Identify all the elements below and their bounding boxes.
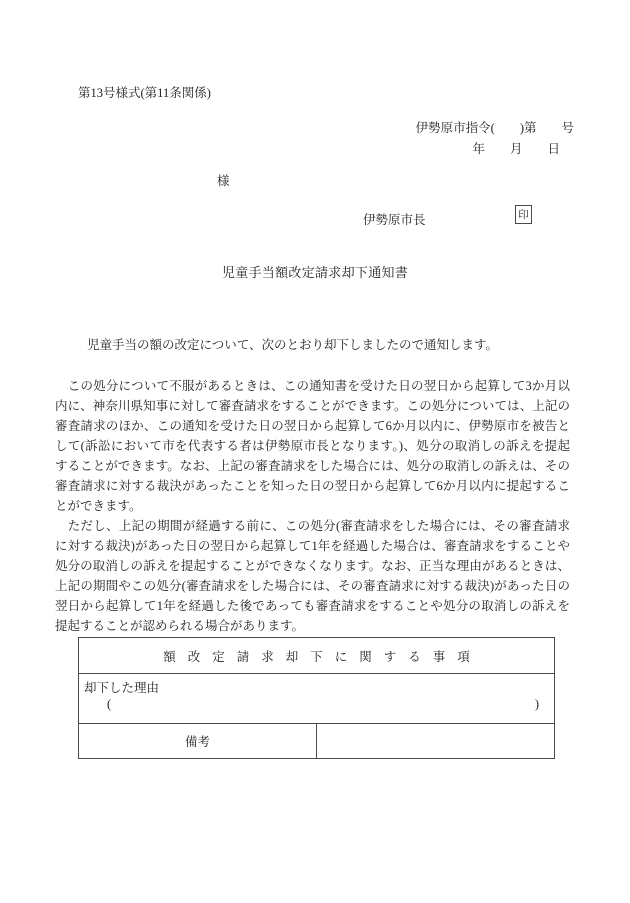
remarks-label-cell: 備考 (79, 724, 317, 759)
table-header-row (79, 638, 555, 674)
body-line: この処分について不服があるときは、この通知書を受けた日の翌日から起算して3か月以 (55, 379, 570, 393)
body-text (55, 376, 570, 636)
form-number: 第13号様式(第11条関係) (78, 86, 211, 100)
body-line: 処分の取消しの訴えを提起することができなくなります。なお、正当な理由があるときは、 (55, 559, 570, 573)
body-line: に対する裁決)があった日の翌日から起算して1年を経過した場合は、審査請求をすることや (55, 539, 570, 553)
seal-mark (515, 205, 532, 224)
body-line: して(訴訟において市を代表する者は伊勢原市長となります。)、処分の取消しの訴えを提起 (55, 439, 570, 453)
body-line: 審査請求のほか、この通知を受けた日の翌日から起算して6か月以内に、伊勢原市を被告と (55, 419, 570, 433)
body-line: 審査請求に対する裁決があったことを知った日の翌日から起算して6か月以内に提起するこ (55, 479, 570, 493)
table-header-cell: 額改定請求却下に関する事項 (79, 638, 555, 674)
directive-number-line: 伊勢原市指令( )第 号 (415, 121, 574, 135)
remarks-row (79, 724, 555, 759)
intro-sentence: 児童手当の額の改定について、次のとおり却下しましたので通知します。 (87, 338, 499, 352)
addressee-suffix: 様 (217, 174, 230, 188)
issuer-name: 伊勢原市長 (363, 213, 426, 227)
body-line: 翌日から起算して1年を経過した後であっても審査請求をすることや処分の取消しの訴えを (55, 599, 570, 613)
rejection-reason-label: 却下した理由 (84, 681, 160, 695)
body-line: 提起することが認められる場合があります。 (55, 619, 305, 633)
rejection-reason-blank (79, 696, 554, 712)
close-paren: ) (534, 697, 539, 711)
body-line: 内に、神奈川県知事に対して審査請求をすることができます。この処分については、上記の (55, 399, 570, 413)
body-line: することができます。なお、上記の審査請求をした場合には、処分の取消しの訴えは、その (55, 459, 570, 473)
rejection-matters-table (78, 637, 555, 759)
body-line: 上記の期間やこの処分(審査請求をした場合には、その審査請求に対する裁決)があった日の (55, 579, 570, 593)
document-title: 児童手当額改定請求却下通知書 (221, 265, 409, 280)
rejection-reason-cell (79, 674, 555, 724)
body-line: とができます。 (55, 499, 142, 513)
body-line: ただし、上記の期間が経過する前に、この処分(審査請求をした場合には、その審査請求 (55, 519, 570, 533)
date-line: 年 月 日 (472, 142, 560, 156)
remarks-value-cell (317, 724, 555, 759)
rejection-reason-row (79, 674, 555, 724)
open-paren: ( (107, 697, 112, 711)
seal-character: 印 (518, 210, 529, 221)
